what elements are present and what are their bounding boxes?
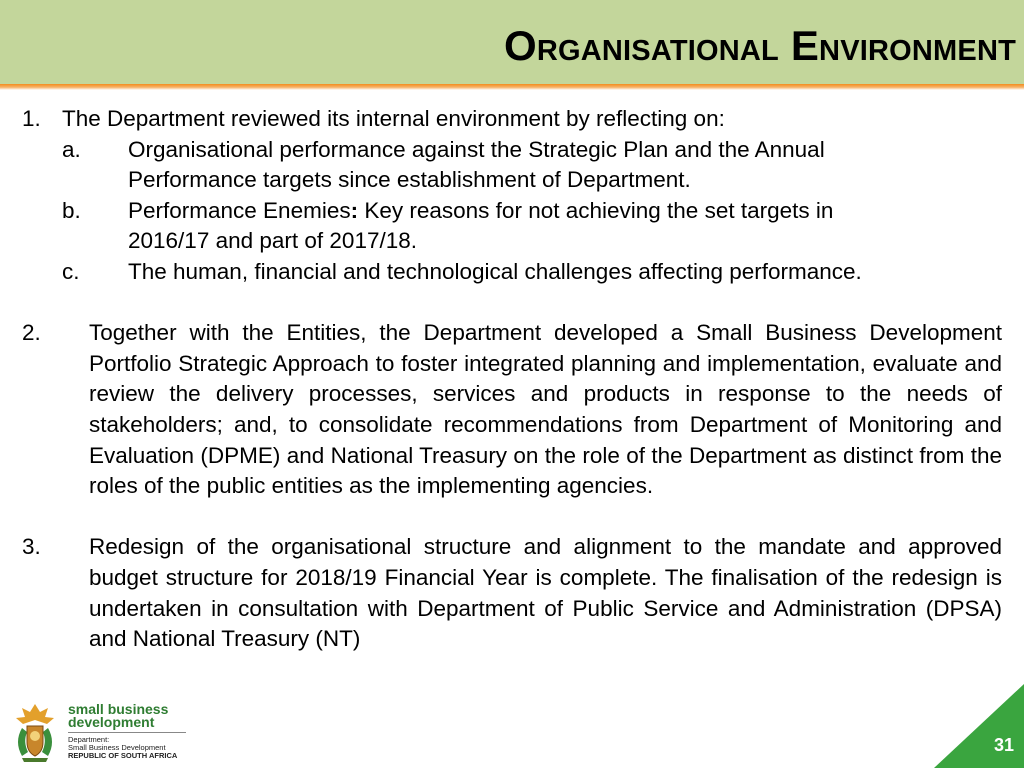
sub-item-letter: b. — [62, 197, 81, 223]
country-name: REPUBLIC OF SOUTH AFRICA — [68, 751, 178, 760]
slide-body — [22, 104, 1002, 655]
spacer — [22, 288, 1002, 319]
sub-item-line — [128, 196, 1002, 227]
item-number: 1. — [22, 106, 41, 131]
list-item-3 — [22, 532, 1002, 654]
coat-of-arms-icon — [10, 702, 60, 764]
sub-item-b — [22, 196, 1002, 257]
item-text: The Department reviewed its internal environment by reflecting on: — [62, 106, 725, 131]
sub-item-c — [22, 257, 1002, 288]
item-text: Redesign of the organisational structure and alignment to the mandate and approved budget structure for 2018/19 Financial Year is complete. The finalisation of the redesign is undertaken in consultation with Department of Public Service and Administration (DPSA) and National Treasury (NT) — [89, 534, 1002, 652]
sub-item-text: Key reasons for not achieving the set targets in — [358, 197, 834, 223]
item-number: 3. — [22, 534, 41, 560]
sub-item-letter: c. — [62, 258, 80, 284]
page-title: Organisational Environment — [504, 22, 1016, 69]
sub-item-label: Performance Enemies — [128, 197, 351, 223]
page-number: 31 — [993, 735, 1014, 755]
department-label: Department: — [68, 735, 110, 744]
department-name: Small Business Development — [68, 743, 166, 752]
sub-item-line: 2016/17 and part of 2017/18. — [128, 228, 417, 254]
brand-line-1: small business — [68, 701, 169, 717]
brand-line-2: development — [68, 714, 155, 730]
sub-item-letter: a. — [62, 136, 81, 162]
department-logo — [10, 700, 210, 766]
item-text: Together with the Entities, the Department developed a Small Business Development Portfolio Strategic Approach to foster integrated planning and implementation, evaluate and review the delivery processes, services and products in response to the needs of stakeholders; and, to consolidate recommendations from Department of Monitoring and Evaluation (DPME) and National Treasury on the role of the Department as distinct from the roles of the public entities as the implementing agencies. — [89, 320, 1002, 499]
sub-item-a — [22, 135, 1002, 196]
logo-divider — [68, 732, 186, 733]
list-item-2 — [22, 318, 1002, 502]
item-number: 2. — [22, 320, 41, 346]
spacer — [22, 502, 1002, 533]
sub-item-line: Performance targets since establishment of Department. — [128, 167, 691, 193]
list-item-1 — [22, 104, 1002, 135]
header-accent-line — [0, 84, 1024, 90]
sub-item-colon: : — [350, 197, 359, 223]
sub-item-line: Organisational performance against the Strategic Plan and the Annual — [128, 136, 825, 162]
sub-item-line: The human, financial and technological challenges affecting performance. — [128, 258, 862, 284]
